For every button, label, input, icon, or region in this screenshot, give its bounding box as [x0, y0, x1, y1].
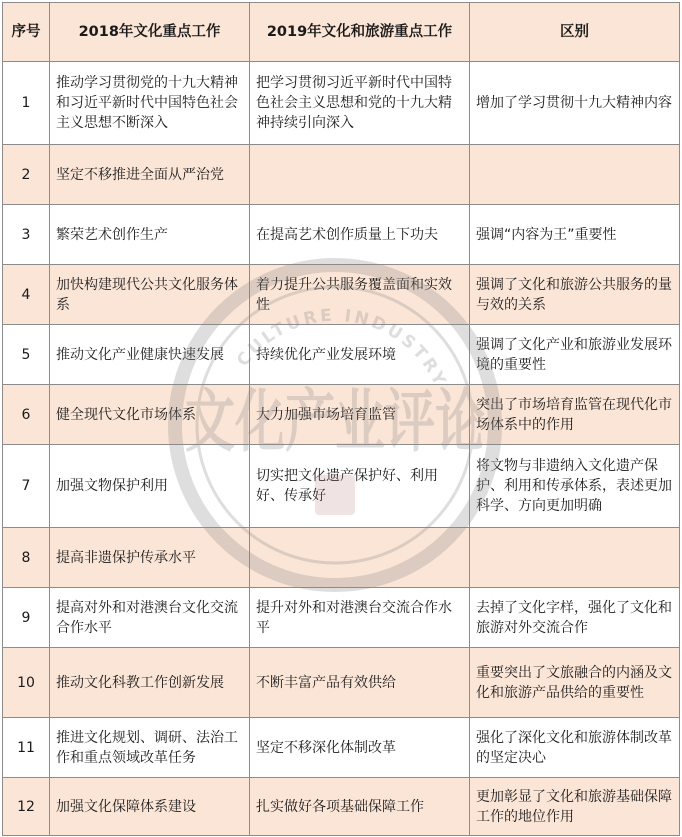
- header-difference: 区别: [470, 3, 680, 62]
- row-index: 12: [3, 778, 50, 836]
- table-row: [3, 718, 680, 778]
- table-row: [3, 385, 680, 445]
- cell-2019: 不断丰富产品有效供给: [250, 648, 470, 718]
- comparison-table: [2, 2, 680, 836]
- table-header-row: [3, 3, 680, 62]
- cell-2019: [250, 145, 470, 205]
- row-index: 8: [3, 528, 50, 588]
- table-row: [3, 145, 680, 205]
- cell-difference: 强化了深化文化和旅游体制改革的坚定决心: [470, 718, 680, 778]
- cell-2019: 坚定不移深化体制改革: [250, 718, 470, 778]
- cell-2019: 切实把文化遗产保护好、利用好、传承好: [250, 445, 470, 528]
- cell-2019: 大力加强市场培育监管: [250, 385, 470, 445]
- table-row: [3, 648, 680, 718]
- row-index: 3: [3, 205, 50, 265]
- cell-2018: 加快构建现代公共文化服务体系: [50, 265, 250, 325]
- comparison-table-container: [2, 2, 679, 834]
- cell-2018: 健全现代文化市场体系: [50, 385, 250, 445]
- row-index: 10: [3, 648, 50, 718]
- cell-2019: 在提高艺术创作质量上下功夫: [250, 205, 470, 265]
- cell-difference: 突出了市场培育监管在现代化市场体系中的作用: [470, 385, 680, 445]
- cell-difference: [470, 528, 680, 588]
- table-row: [3, 325, 680, 385]
- cell-2019: 着力提升公共服务覆盖面和实效性: [250, 265, 470, 325]
- cell-difference: 强调“内容为王”重要性: [470, 205, 680, 265]
- cell-difference: 强调了文化和旅游公共服务的量与效的关系: [470, 265, 680, 325]
- cell-2018: 繁荣艺术创作生产: [50, 205, 250, 265]
- cell-difference: 去掉了文化字样，强化了文化和旅游对外交流合作: [470, 588, 680, 648]
- watermark-main-text: 文化产业评论: [185, 382, 485, 462]
- cell-2018: 加强文化保障体系建设: [50, 778, 250, 836]
- cell-difference: 强调了文化产业和旅游业发展环境的重要性: [470, 325, 680, 385]
- table-row: [3, 778, 680, 836]
- cell-2018: 推进文化规划、调研、法治工作和重点领域改革任务: [50, 718, 250, 778]
- cell-difference: 更加彰显了文化和旅游基础保障工作的地位作用: [470, 778, 680, 836]
- cell-2018: 坚定不移推进全面从严治党: [50, 145, 250, 205]
- cell-difference: 重要突出了文旅融合的内涵及文化和旅游产品供给的重要性: [470, 648, 680, 718]
- table-row: [3, 265, 680, 325]
- header-2019: 2019年文化和旅游重点工作: [250, 3, 470, 62]
- cell-2019: 提升对外和对港澳台交流合作水平: [250, 588, 470, 648]
- row-index: 6: [3, 385, 50, 445]
- table-row: [3, 528, 680, 588]
- header-index: 序号: [3, 3, 50, 62]
- row-index: 2: [3, 145, 50, 205]
- table-row: [3, 205, 680, 265]
- cell-2018: 推动文化科教工作创新发展: [50, 648, 250, 718]
- cell-2018: 提高非遗保护传承水平: [50, 528, 250, 588]
- table-row: [3, 445, 680, 528]
- cell-2019: 扎实做好各项基础保障工作: [250, 778, 470, 836]
- header-2018: 2018年文化重点工作: [50, 3, 250, 62]
- row-index: 1: [3, 62, 50, 145]
- row-index: 7: [3, 445, 50, 528]
- cell-2019: 持续优化产业发展环境: [250, 325, 470, 385]
- cell-2018: 加强文物保护利用: [50, 445, 250, 528]
- cell-difference: 将文物与非遗纳入文化遗产保护、利用和传承体系，表述更加科学、方向更加明确: [470, 445, 680, 528]
- cell-2018: 提高对外和对港澳台文化交流合作水平: [50, 588, 250, 648]
- watermark-arc-text: CULTURE INDUSTRY: [233, 305, 451, 392]
- row-index: 9: [3, 588, 50, 648]
- cell-difference: [470, 145, 680, 205]
- row-index: 11: [3, 718, 50, 778]
- cell-2019: [250, 528, 470, 588]
- row-index: 5: [3, 325, 50, 385]
- table-row: [3, 588, 680, 648]
- cell-difference: 增加了学习贯彻十九大精神内容: [470, 62, 680, 145]
- row-index: 4: [3, 265, 50, 325]
- cell-2019: 把学习贯彻习近平新时代中国特色社会主义思想和党的十九大精神持续引向深入: [250, 62, 470, 145]
- cell-2018: 推动文化产业健康快速发展: [50, 325, 250, 385]
- table-row: [3, 62, 680, 145]
- cell-2018: 推动学习贯彻党的十九大精神和习近平新时代中国特色社会主义思想不断深入: [50, 62, 250, 145]
